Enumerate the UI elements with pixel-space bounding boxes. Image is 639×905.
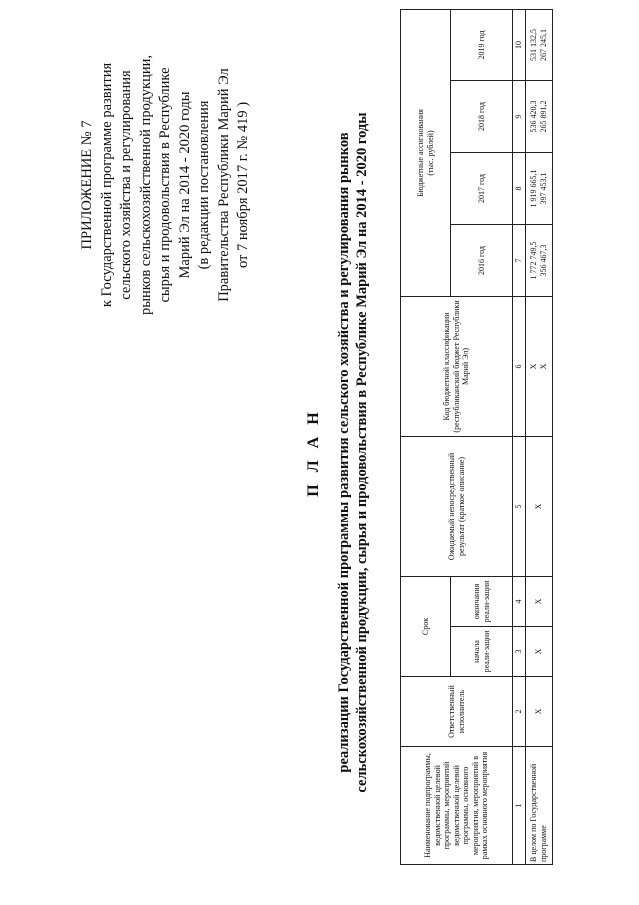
header-term-end: окончания реали-зации [451, 576, 513, 626]
row-result: Х [525, 436, 552, 576]
row-2019 [525, 9, 552, 80]
appendix-line: сельского хозяйства и регулирования [118, 70, 134, 300]
header-executor: Ответственный исполнитель [401, 677, 513, 747]
header-budget [401, 9, 451, 296]
column-number: 1 [513, 747, 526, 865]
budget-total: 536 420,3 [529, 100, 538, 133]
column-numbers-row [513, 9, 526, 864]
column-number: 4 [513, 576, 526, 626]
subtitle-line: сельскохозяйственной продукции, сырья и продовольствия в Республике Марий Эл на 2014 - 2020 годы [354, 112, 370, 793]
header-term-start: начала реали-зации [451, 627, 513, 677]
header-kbk: Код бюджетной классификации (республиканский бюджет Республики Марий Эл) [401, 296, 513, 436]
appendix-line: от 7 ноября 2017 г. № 419 ) [235, 101, 251, 269]
column-number: 2 [513, 677, 526, 747]
appendix-line: ПРИЛОЖЕНИЕ № 7 [79, 120, 95, 250]
appendix-block [78, 25, 254, 345]
plan-title: П Л А Н [305, 408, 322, 497]
column-number: 9 [513, 80, 526, 152]
plan-subtitle [335, 0, 371, 905]
appendix-line: рынков сельскохозяйственной продукции, [137, 55, 154, 315]
header-term: Срок [401, 576, 451, 676]
header-year-2017: 2017 год [451, 152, 513, 224]
header-result: Ожидаемый непосредственный результат (краткое описание) [401, 436, 513, 576]
header-year-2018: 2018 год [451, 80, 513, 152]
appendix-line: Правительства Республики Марий Эл [215, 68, 232, 302]
column-number: 5 [513, 436, 526, 576]
header-year-2019: 2019 год [451, 9, 513, 80]
row-2017 [525, 152, 552, 224]
budget-republic: 356 467,3 [538, 244, 548, 277]
column-number: 8 [513, 152, 526, 224]
table-row [525, 9, 552, 864]
appendix-line: Марий Эл на 2014 - 2020 годы [176, 91, 193, 279]
budget-total: 531 132,5 [529, 28, 538, 61]
header-name: Наименование подпрограммы, ведомственной целевой программы, мероприятий ведомственной целевой программы, основного мероприятия, мероприятий в рамках основного мероприятия [401, 747, 513, 865]
budget-republic: 265 891,2 [538, 100, 548, 133]
subtitle-line: реализации Государственной программы развития сельского хозяйства и регулирования рынков [336, 132, 352, 773]
row-executor: Х [525, 677, 552, 747]
header-year-2016: 2016 год [451, 224, 513, 296]
row-2016 [525, 224, 552, 296]
budget-total: 1 772 749,5 [529, 241, 538, 280]
column-number: 6 [513, 296, 526, 436]
header-budget-title: Бюджетные ассигнования [416, 109, 425, 197]
budget-republic: 397 453,1 [538, 172, 548, 205]
plan-table [400, 9, 553, 865]
header-budget-units: (тыс. рублей) [425, 130, 435, 176]
row-2018 [525, 80, 552, 152]
kbk-value: Х [529, 363, 538, 370]
appendix-line: (в редакции постановления [196, 100, 212, 270]
row-kbk [525, 296, 552, 436]
kbk-value: Х [538, 363, 548, 370]
appendix-line: к Государственной программе развития [98, 62, 115, 308]
row-name: В целом по Государственной программе [525, 747, 552, 865]
row-start: Х [525, 627, 552, 677]
appendix-line: сырья и продовольствия в Республике [157, 67, 173, 303]
budget-republic: 267 245,1 [538, 28, 548, 61]
column-number: 10 [513, 9, 526, 80]
row-end: Х [525, 576, 552, 626]
column-number: 3 [513, 627, 526, 677]
column-number: 7 [513, 224, 526, 296]
budget-total: 1 919 665,1 [529, 169, 538, 208]
